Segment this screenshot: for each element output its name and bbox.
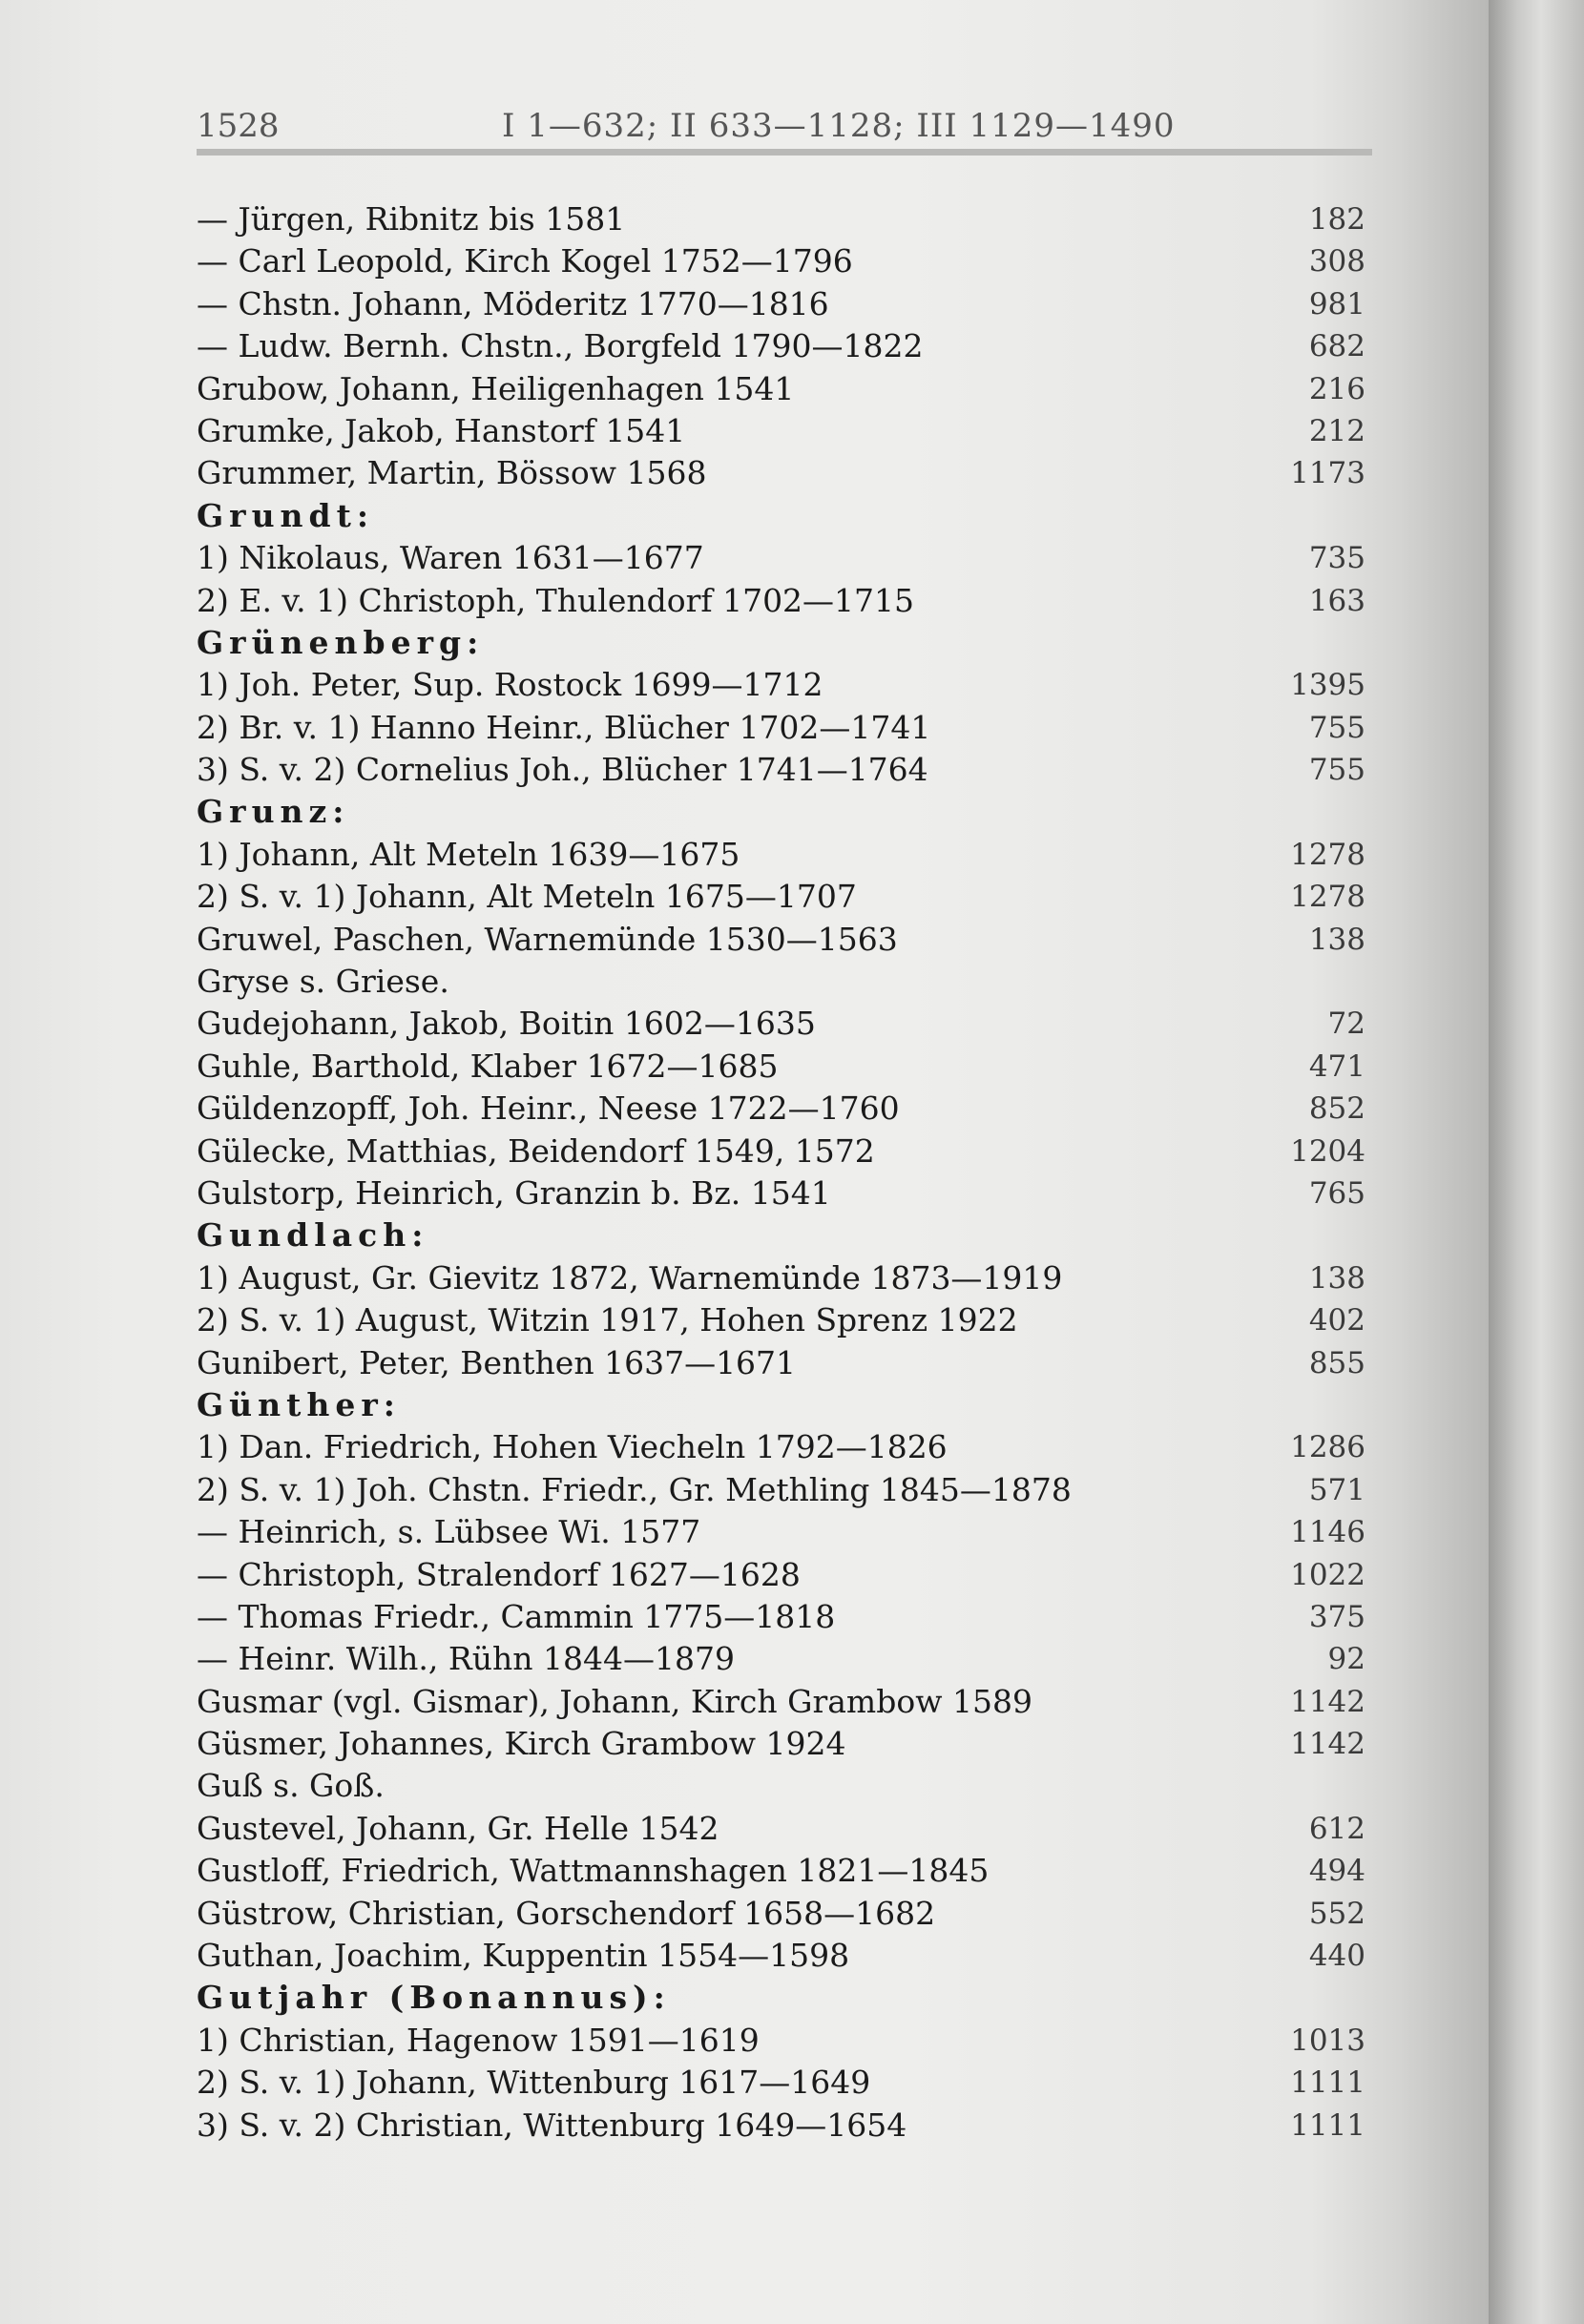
index-entry	[197, 1046, 1365, 1088]
entry-page-number: 471	[1308, 1048, 1365, 1084]
index-entry	[197, 1808, 1365, 1850]
entry-text: 1) Joh. Peter, Sup. Rostock 1699—1712	[197, 666, 823, 704]
entry-page-number: 735	[1308, 541, 1365, 576]
index-entry	[197, 537, 1365, 579]
index-entry	[197, 664, 1365, 706]
index-entry	[197, 1638, 1365, 1680]
entry-text: 2) S. v. 1) Johann, Alt Meteln 1675—1707	[197, 878, 857, 916]
entry-text: Grünenberg:	[197, 623, 485, 661]
entry-page-number: 375	[1308, 1599, 1365, 1634]
index-entry	[197, 1681, 1365, 1723]
entry-text: Grumke, Jakob, Hanstorf 1541	[197, 411, 686, 449]
index-entries	[197, 198, 1365, 2147]
index-entry	[197, 240, 1365, 282]
entry-page-number: 72	[1327, 1006, 1365, 1042]
entry-page-number: 1111	[1290, 2107, 1365, 2143]
index-entry	[197, 1596, 1365, 1638]
entry-text: Guß s. Goß.	[197, 1767, 385, 1805]
entry-text: Gutjahr (Bonannus):	[197, 1979, 671, 2017]
header-rule	[197, 149, 1372, 156]
entry-text: Güstrow, Christian, Gorschendorf 1658—1682	[197, 1894, 936, 1932]
entry-text: 1) Christian, Hagenow 1591—1619	[197, 2021, 760, 2059]
entry-page-number: 571	[1308, 1472, 1365, 1507]
entry-page-number: 308	[1308, 244, 1365, 280]
entry-page-number: 1278	[1290, 837, 1365, 872]
index-entry	[197, 791, 1365, 833]
entry-text: — Ludw. Bernh. Chstn., Borgfeld 1790—1822	[197, 327, 924, 365]
book-spine-shadow	[1489, 0, 1584, 2324]
index-entry	[197, 368, 1365, 410]
entry-text: Güldenzopff, Joh. Heinr., Neese 1722—1760	[197, 1089, 900, 1128]
index-entry	[197, 1257, 1365, 1299]
page-header	[197, 107, 1370, 151]
entry-page-number: 1204	[1290, 1133, 1365, 1169]
entry-text: 3) S. v. 2) Cornelius Joh., Blücher 1741—1764	[197, 751, 928, 789]
index-entry	[197, 749, 1365, 791]
entry-page-number: 1146	[1290, 1515, 1365, 1550]
entry-page-number: 1395	[1290, 668, 1365, 703]
index-entry	[197, 1893, 1365, 1935]
entry-text: Grummer, Martin, Bössow 1568	[197, 454, 707, 492]
index-entry	[197, 1214, 1365, 1256]
entry-page-number: 1142	[1290, 1684, 1365, 1719]
entry-text: Gryse s. Griese.	[197, 963, 449, 1001]
entry-page-number: 1022	[1290, 1557, 1365, 1592]
index-entry	[197, 876, 1365, 918]
index-entry	[197, 1723, 1365, 1765]
index-entry	[197, 283, 1365, 325]
index-entry	[197, 1342, 1365, 1384]
index-entry	[197, 1426, 1365, 1468]
entry-text: 1) Dan. Friedrich, Hohen Viecheln 1792—1826	[197, 1428, 948, 1466]
entry-text: — Thomas Friedr., Cammin 1775—1818	[197, 1597, 836, 1635]
entry-text: 2) E. v. 1) Christoph, Thulendorf 1702—1715	[197, 581, 915, 619]
entry-text: — Heinrich, s. Lübsee Wi. 1577	[197, 1513, 701, 1551]
entry-text: Grundt:	[197, 496, 375, 534]
index-entry	[197, 961, 1365, 1003]
entry-text: Gülecke, Matthias, Beidendorf 1549, 1572	[197, 1131, 875, 1170]
entry-page-number: 552	[1308, 1896, 1365, 1931]
entry-text: Gruwel, Paschen, Warnemünde 1530—1563	[197, 920, 898, 958]
entry-text: 2) S. v. 1) Joh. Chstn. Friedr., Gr. Methling 1845—1878	[197, 1470, 1072, 1508]
entry-page-number: 182	[1308, 202, 1365, 237]
entry-page-number: 765	[1308, 1175, 1365, 1211]
index-entry	[197, 1003, 1365, 1045]
entry-text: Grubow, Johann, Heiligenhagen 1541	[197, 369, 795, 407]
entry-page-number: 138	[1308, 1260, 1365, 1296]
index-entry	[197, 1469, 1365, 1511]
index-entry	[197, 325, 1365, 367]
index-entry	[197, 1935, 1365, 1977]
entry-text: — Chstn. Johann, Möderitz 1770—1816	[197, 284, 829, 322]
entry-text: Gundlach:	[197, 1216, 429, 1255]
entry-page-number: 755	[1308, 710, 1365, 745]
index-entry	[197, 1384, 1365, 1426]
entry-page-number: 1111	[1290, 2065, 1365, 2101]
index-entry	[197, 580, 1365, 622]
index-entry	[197, 198, 1365, 240]
entry-page-number: 402	[1308, 1303, 1365, 1338]
entry-page-number: 755	[1308, 753, 1365, 788]
index-entry	[197, 2020, 1365, 2062]
entry-page-number: 216	[1308, 371, 1365, 406]
entry-text: Gunibert, Peter, Benthen 1637—1671	[197, 1343, 797, 1381]
entry-page-number: 1142	[1290, 1727, 1365, 1762]
index-entry	[197, 1172, 1365, 1214]
index-entry	[197, 452, 1365, 494]
entry-page-number: 855	[1308, 1345, 1365, 1380]
entry-page-number: 163	[1308, 583, 1365, 618]
entry-text: Grunz:	[197, 793, 350, 831]
page-number: 1528	[197, 107, 280, 145]
index-entry	[197, 1765, 1365, 1807]
entry-page-number: 138	[1308, 922, 1365, 957]
entry-page-number: 494	[1308, 1854, 1365, 1889]
volume-ranges: I 1—632; II 633—1128; III 1129—1490	[502, 107, 1176, 145]
index-entry	[197, 1850, 1365, 1892]
entry-text: — Carl Leopold, Kirch Kogel 1752—1796	[197, 242, 853, 280]
entry-text: 1) Johann, Alt Meteln 1639—1675	[197, 835, 740, 873]
index-entry	[197, 1088, 1365, 1130]
entry-page-number: 212	[1308, 413, 1365, 448]
entry-page-number: 612	[1308, 1811, 1365, 1846]
entry-text: Gustloff, Friedrich, Wattmannshagen 1821—1845	[197, 1852, 990, 1890]
entry-text: Gustevel, Johann, Gr. Helle 1542	[197, 1809, 719, 1847]
entry-page-number: 92	[1327, 1642, 1365, 1677]
entry-page-number: 1013	[1290, 2023, 1365, 2058]
index-entry	[197, 1131, 1365, 1172]
entry-page-number: 1173	[1290, 456, 1365, 491]
entry-text: — Christoph, Stralendorf 1627—1628	[197, 1555, 801, 1593]
index-entry	[197, 2105, 1365, 2147]
entry-text: — Jürgen, Ribnitz bis 1581	[197, 200, 626, 238]
index-entry	[197, 622, 1365, 664]
entry-text: 2) S. v. 1) Johann, Wittenburg 1617—1649	[197, 2064, 871, 2102]
entry-text: 1) August, Gr. Gievitz 1872, Warnemünde 1873—1919	[197, 1258, 1063, 1297]
entry-text: 2) S. v. 1) August, Witzin 1917, Hohen Sprenz 1922	[197, 1301, 1018, 1339]
entry-text: Guthan, Joachim, Kuppentin 1554—1598	[197, 1937, 850, 1975]
index-entry	[197, 495, 1365, 537]
entry-page-number: 981	[1308, 286, 1365, 322]
entry-text: 2) Br. v. 1) Hanno Heinr., Blücher 1702—1741	[197, 708, 931, 746]
entry-text: Gulstorp, Heinrich, Granzin b. Bz. 1541	[197, 1173, 831, 1212]
entry-text: 3) S. v. 2) Christian, Wittenburg 1649—1654	[197, 2106, 907, 2144]
entry-text: Güsmer, Johannes, Kirch Grambow 1924	[197, 1725, 846, 1763]
index-entry	[197, 410, 1365, 452]
entry-page-number: 1286	[1290, 1430, 1365, 1465]
entry-text: Gusmar (vgl. Gismar), Johann, Kirch Grambow 1589	[197, 1682, 1032, 1720]
entry-text: 1) Nikolaus, Waren 1631—1677	[197, 539, 704, 577]
index-entry	[197, 707, 1365, 749]
index-entry	[197, 1299, 1365, 1341]
entry-page-number: 440	[1308, 1939, 1365, 1974]
entry-text: Guhle, Barthold, Klaber 1672—1685	[197, 1047, 779, 1085]
entry-page-number: 1278	[1290, 880, 1365, 915]
index-entry	[197, 2062, 1365, 2104]
entry-text: Günther:	[197, 1385, 401, 1423]
index-entry	[197, 1977, 1365, 2019]
entry-text: Gudejohann, Jakob, Boitin 1602—1635	[197, 1005, 816, 1043]
index-entry	[197, 919, 1365, 961]
entry-text: — Heinr. Wilh., Rühn 1844—1879	[197, 1640, 735, 1678]
entry-page-number: 682	[1308, 329, 1365, 364]
entry-page-number: 852	[1308, 1091, 1365, 1127]
index-entry	[197, 834, 1365, 876]
index-entry	[197, 1554, 1365, 1596]
index-entry	[197, 1511, 1365, 1553]
